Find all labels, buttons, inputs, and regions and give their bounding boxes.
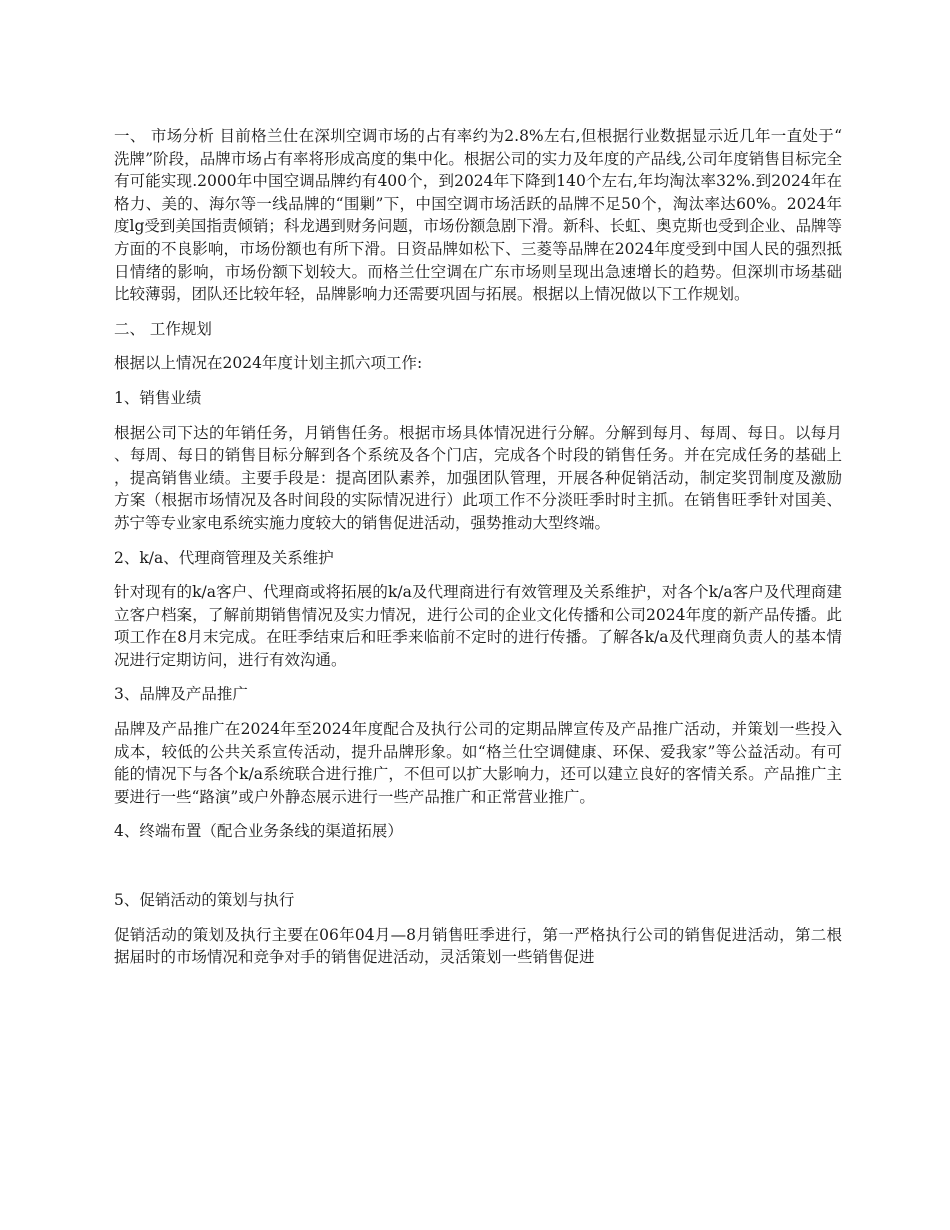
document-page xyxy=(114,125,842,981)
ka-agent-management-paragraph: 针对现有的k/a客户、代理商或将拓展的k/a及代理商进行有效管理及关系维护，对各个k/a客户及代理商建立客户档案，了解前期销售情况及实力情况，进行公司的企业文化传播和公司2024年度的新产品传播。此项工作在8月末完成。在旺季结束后和旺季来临前不定时的进行传播。了解各k/a及代理商负责人的基本情况进行定期访问，进行有效沟通。 xyxy=(114,583,842,669)
subheading-ka-agent-management: 2、k/a、代理商管理及关系维护 xyxy=(114,548,334,567)
subheading-terminal-layout: 4、终端布置（配合业务条线的渠道拓展） xyxy=(114,822,403,841)
brand-product-promotion-paragraph: 品牌及产品推广在2024年至2024年度配合及执行公司的定期品牌宣传及产品推广活动，并策划一些投入成本，较低的公共关系宣传活动，提升品牌形象。如“格兰仕空调健康、环保、爱我家”等公益活动。有可能的情况下与各个k/a系统联合进行推广，不但可以扩大影响力，还可以建立良好的客情关系。产品推广主要进行一些“路演”或户外静态展示进行一些产品推广和正常营业推广。 xyxy=(114,720,842,806)
blank-space xyxy=(114,855,842,889)
subheading-sales-performance: 1、销售业绩 xyxy=(114,388,202,407)
section-heading-work-plan: 二、 工作规划 xyxy=(114,319,212,338)
sales-performance-paragraph: 根据公司下达的年销任务，月销售任务。根据市场具体情况进行分解。分解到每月、每周、每日。以每月、每周、每日的销售目标分解到各个系统及各个门店，完成各个时段的销售任务。并在完成任务的基础上，提高销售业绩。主要手段是：提高团队素养，加强团队管理，开展各种促销活动，制定奖罚制度及激励方案（根据市场情况及各时间段的实际情况进行）此项工作不分淡旺季时时主抓。在销售旺季针对国美、苏宁等专业家电系统实施力度较大的销售促进活动，强势推动大型终端。 xyxy=(114,423,842,532)
subheading-promotion-planning: 5、促销活动的策划与执行 xyxy=(114,891,295,910)
work-plan-intro-paragraph: 根据以上情况在2024年度计划主抓六项工作: xyxy=(114,354,423,373)
subheading-brand-product-promotion: 3、品牌及产品推广 xyxy=(114,685,248,704)
market-analysis-paragraph: 一、 市场分析 目前格兰仕在深圳空调市场的占有率约为2.8%左右,但根据行业数据显示近几年一直处于“洗牌”阶段，品牌市场占有率将形成高度的集中化。根据公司的实力及年度的产品线,公司年度销售目标完全有可能实现.2000年中国空调品牌约有400个，到2024年下降到140个左右,年均淘汰率32%.到2024年在格力、美的、海尔等一线品牌的“围剿”下，中国空调市场活跃的品牌不足50个，淘汰率达60%。2024年度lg受到美国指责倾销；科龙遇到财务问题，市场份额急剧下滑。新科、长虹、奥克斯也受到企业、品牌等方面的不良影响，市场份额也有所下滑。日资品牌如松下、三菱等品牌在2024年度受到中国人民的强烈抵日情绪的影响，市场份额下划较大。而格兰仕空调在广东市场则呈现出急速增长的趋势。但深圳市场基础比较薄弱，团队还比较年轻，品牌影响力还需要巩固与拓展。根据以上情况做以下工作规划。 xyxy=(114,127,842,304)
promotion-planning-paragraph: 促销活动的策划及执行主要在06年04月—8月销售旺季进行，第一严格执行公司的销售促进活动，第二根据届时的市场情况和竞争对手的销售促进活动，灵活策划一些销售促进 xyxy=(114,925,842,967)
